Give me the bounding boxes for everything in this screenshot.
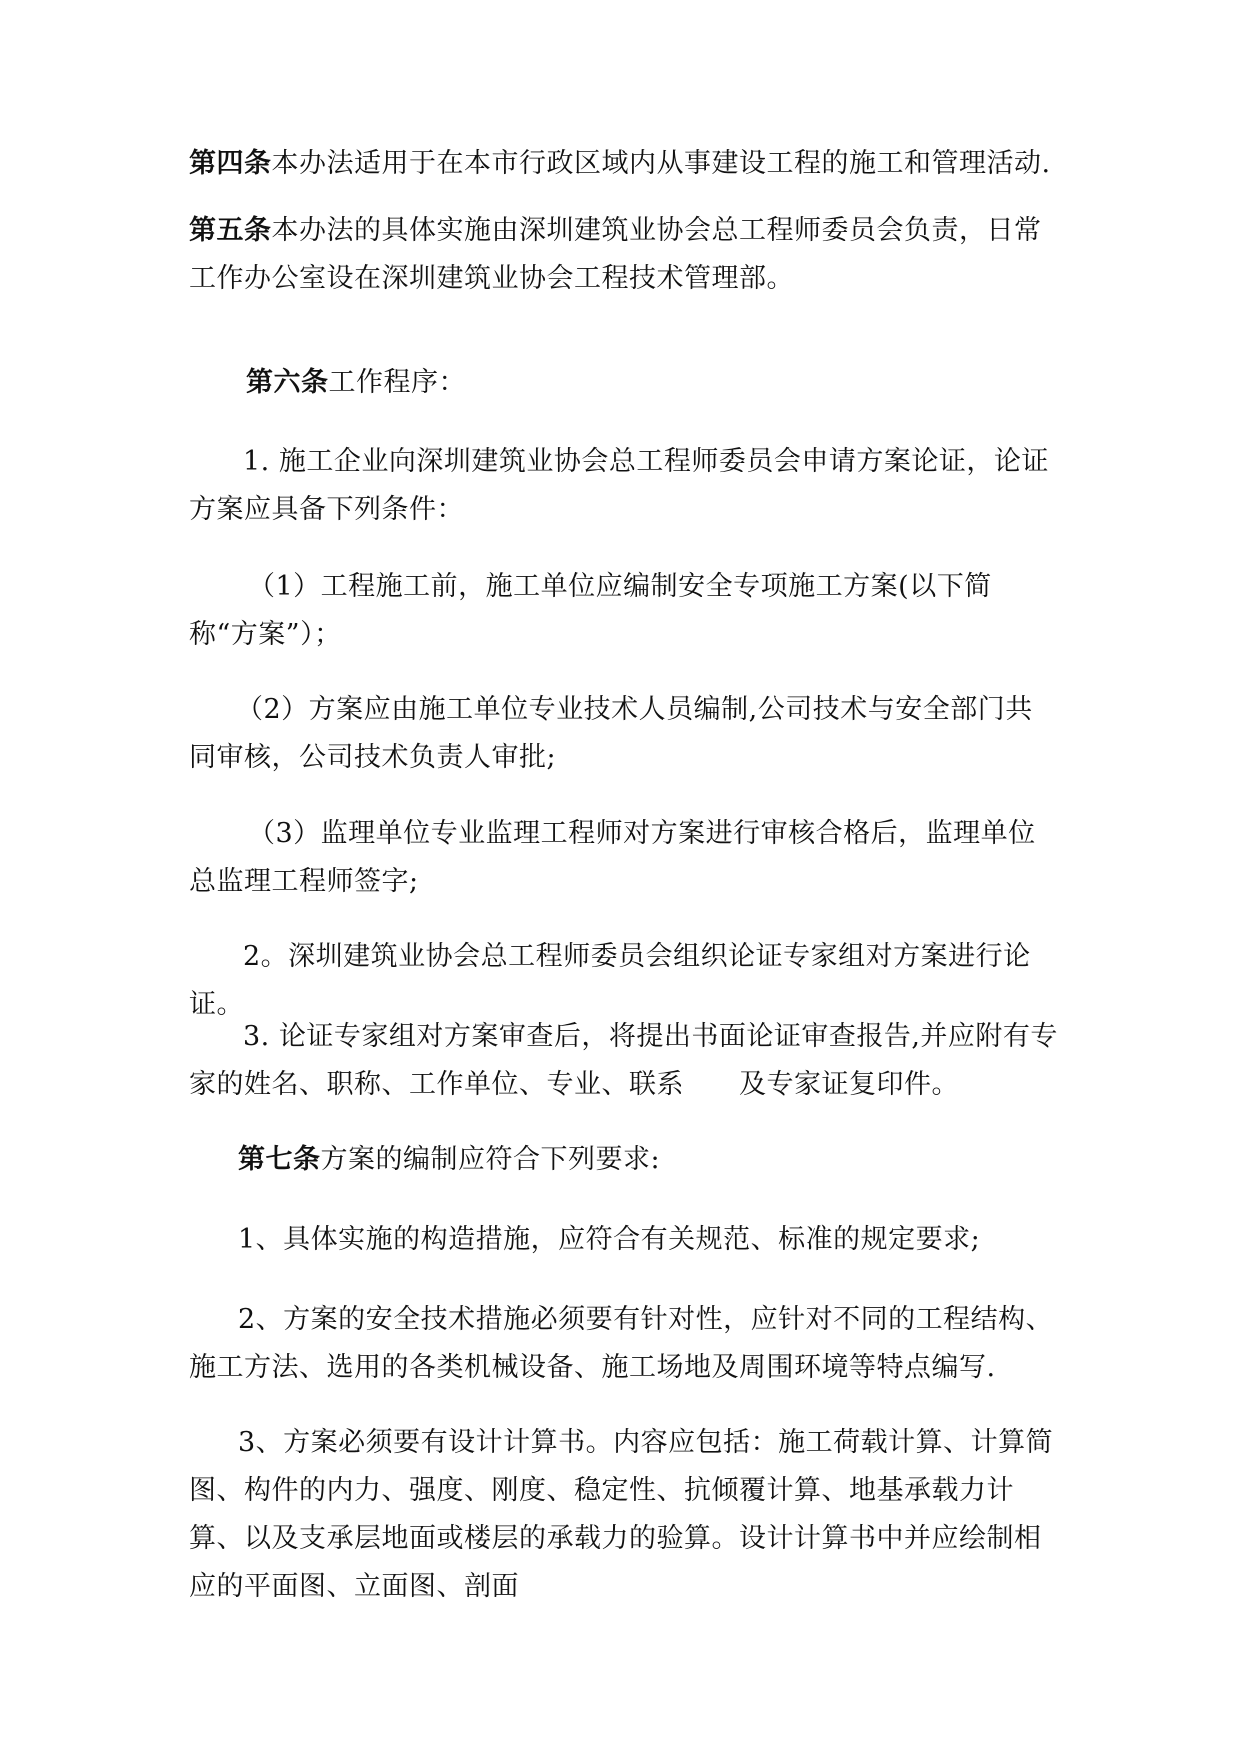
condition-item-1-text: （1）工程施工前，施工单位应编制安全专项施工方案(以下简称“方案”）；	[189, 571, 992, 650]
requirement-item-2	[189, 1296, 1059, 1392]
article-4-heading: 第四条	[189, 148, 272, 179]
requirement-item-1	[189, 1216, 1059, 1264]
procedure-item-2-text: 2。深圳建筑业协会总工程师委员会组织论证专家组对方案进行论证。	[189, 941, 1031, 1020]
article-6-text: 工作程序：	[328, 367, 466, 398]
article-5-text: 本办法的具体实施由深圳建筑业协会总工程师委员会负责，日常工作办公室设在深圳建筑业协会工程技术管理部。	[189, 215, 1042, 294]
requirement-item-2-text: 2、方案的安全技术措施必须要有针对性，应针对不同的工程结构、施工方法、选用的各类机械设备、施工场地及周围环境等特点编写.	[189, 1304, 1054, 1383]
condition-item-1	[189, 563, 1059, 659]
requirement-item-1-text: 1、具体实施的构造措施，应符合有关规范、标准的规定要求;	[238, 1224, 981, 1255]
article-7-text: 方案的编制应符合下列要求:	[320, 1144, 661, 1175]
procedure-item-3	[189, 1013, 1059, 1109]
article-6-heading: 第六条	[246, 367, 329, 398]
procedure-item-1	[189, 438, 1059, 534]
procedure-item-1-text: 1. 施工企业向深圳建筑业协会总工程师委员会申请方案论证，论证方案应具备下列条件：	[189, 446, 1049, 525]
condition-item-2	[189, 686, 1059, 782]
article-5-heading: 第五条	[189, 215, 272, 246]
procedure-item-3-text: 3. 论证专家组对方案审查后，将提出书面论证审查报告,并应附有专家的姓名、职称、工作单位、专业、联系 及专家证复印件。	[189, 1021, 1058, 1100]
article-7-heading: 第七条	[238, 1144, 321, 1175]
article-6-paragraph	[189, 359, 1059, 407]
condition-item-3	[189, 810, 1059, 906]
requirement-item-3-text: 3、方案必须要有设计计算书。内容应包括：施工荷载计算、计算简图、构件的内力、强度、刚度、稳定性、抗倾覆计算、地基承载力计算、以及支承层地面或楼层的承载力的验算。设计计算书中并应绘制相应的平面图、立面图、剖面	[189, 1427, 1054, 1602]
article-4-paragraph	[189, 140, 1059, 188]
article-4-text: 本办法适用于在本市行政区域内从事建设工程的施工和管理活动.	[271, 148, 1051, 179]
requirement-item-3	[189, 1419, 1059, 1611]
article-5-paragraph	[189, 207, 1059, 303]
condition-item-2-text: （2）方案应由施工单位专业技术人员编制,公司技术与安全部门共同审核，公司技术负责人审批;	[189, 694, 1033, 773]
article-7-paragraph	[189, 1136, 1059, 1184]
condition-item-3-text: （3）监理单位专业监理工程师对方案进行审核合格后，监理单位总监理工程师签字;	[189, 818, 1036, 897]
